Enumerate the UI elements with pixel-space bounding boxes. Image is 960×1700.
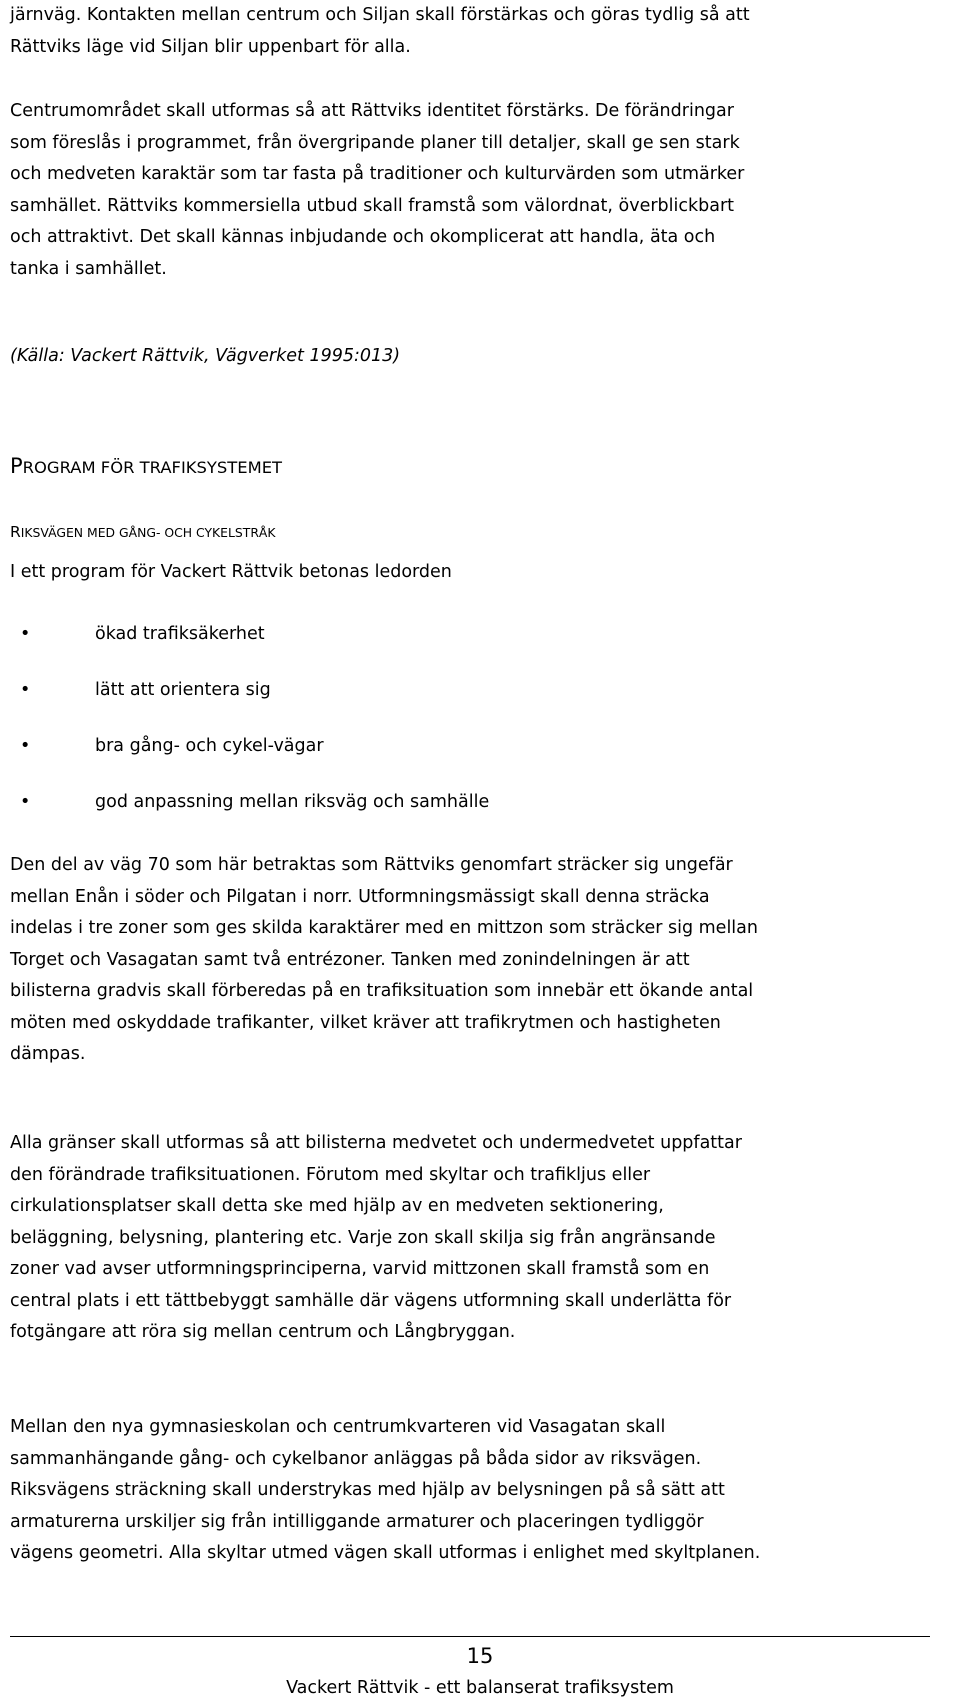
intro-sentence: I ett program för Vackert Rättvik betonas ledorden — [10, 562, 452, 582]
text-line: Riksvägens sträckning skall understrykas med hjälp av belysningen på så sätt att — [10, 1480, 725, 1500]
footer-title: Vackert Rättvik - ett balanserat trafiksystem — [286, 1678, 674, 1698]
paragraph-4 — [10, 1128, 742, 1349]
text-line: möten med oskyddade trafikanter, vilket kräver att trafikrytmen och hastigheten — [10, 1012, 721, 1033]
text-line: Rättviks läge vid Siljan blir uppenbart för alla. — [10, 36, 411, 57]
text-line: Den del av väg 70 som här betraktas som Rättviks genomfart sträcker sig ungefär — [10, 855, 733, 875]
text-line: beläggning, belysning, plantering etc. Varje zon skall skilja sig från angränsande — [10, 1227, 716, 1248]
text-line: mellan Enån i söder och Pilgatan i norr. Utformningsmässigt skall denna sträcka — [10, 886, 710, 907]
text-line: och attraktivt. Det skall kännas inbjudande och okomplicerat att handla, äta och — [10, 227, 716, 247]
heading-rest: ROGRAM FÖR TRAFIKSYSTEMET — [22, 458, 283, 477]
text-line: Alla gränser skall utformas så att bilisterna medvetet och undermedvetet uppfattar — [10, 1133, 742, 1153]
paragraph-2 — [10, 96, 744, 285]
list-item-text: lätt att orientera sig — [95, 680, 271, 700]
text-line: indelas i tre zoner som ges skilda karaktärer med en mittzon som sträcker sig mellan — [10, 918, 758, 938]
paragraph-1 — [10, 0, 750, 63]
text-line: zoner vad avser utformningsprinciperna, varvid mittzonen skall framstå som en — [10, 1259, 710, 1279]
text-line: som föreslås i programmet, från övergripande planer till detaljer, skall ge sen stark — [10, 132, 740, 153]
text-line: och medveten karaktär som tar fasta på traditioner och kulturvärden som utmärker — [10, 164, 745, 184]
bullet-icon: • — [20, 792, 31, 812]
list-item-text: ökad trafiksäkerhet — [95, 624, 265, 644]
text-line: den förändrade trafiksituationen. Förutom med skyltar och trafikljus eller — [10, 1164, 651, 1185]
section-heading — [10, 452, 282, 482]
text-line: tanka i samhället. — [10, 258, 167, 279]
bullet-icon: • — [20, 680, 31, 700]
paragraph-5 — [10, 1412, 760, 1570]
paragraph-3 — [10, 850, 758, 1071]
heading-initial: P — [10, 454, 23, 478]
source-citation: (Källa: Vackert Rättvik, Vägverket 1995:013) — [10, 346, 401, 366]
text-line: järnväg. Kontakten mellan centrum och Siljan skall förstärkas och göras tydlig så att — [10, 5, 750, 25]
bullet-icon: • — [20, 736, 31, 756]
footer-divider — [10, 1636, 930, 1637]
subheading-initial: R — [10, 523, 21, 541]
list-item-text: bra gång- och cykel-vägar — [95, 736, 324, 756]
text-line: Mellan den nya gymnasieskolan och centrumkvarteren vid Vasagatan skall — [10, 1417, 666, 1437]
subheading-rest: IKSVÄGEN MED GÅNG- OCH CYKELSTRÅK — [20, 525, 276, 540]
bullet-icon: • — [20, 624, 31, 644]
text-line: Centrumområdet skall utformas så att Rättviks identitet förstärks. De förändringar — [10, 101, 734, 121]
page-number: 15 — [466, 1644, 494, 1668]
text-line: armaturerna urskiljer sig från intilliggande armaturer och placeringen tydliggör — [10, 1511, 704, 1532]
text-line: bilisterna gradvis skall förberedas på en trafiksituation som innebär ett ökande antal — [10, 981, 754, 1001]
text-line: Torget och Vasagatan samt två entrézoner. Tanken med zonindelningen är att — [10, 949, 690, 970]
subsection-heading — [10, 521, 276, 544]
text-line: vägens geometri. Alla skyltar utmed vägen skall utformas i enlighet med skyltplanen. — [10, 1543, 761, 1563]
document-page — [10, 0, 950, 1700]
list-item-text: god anpassning mellan riksväg och samhälle — [95, 792, 490, 812]
text-line: dämpas. — [10, 1044, 86, 1064]
text-line: cirkulationsplatser skall detta ske med hjälp av en medveten sektionering, — [10, 1196, 664, 1216]
text-line: samhället. Rättviks kommersiella utbud skall framstå som välordnat, överblickbart — [10, 195, 735, 216]
text-line: sammanhängande gång- och cykelbanor anläggas på båda sidor av riksvägen. — [10, 1448, 702, 1469]
text-line: central plats i ett tättbebyggt samhälle där vägens utformning skall underlätta för — [10, 1290, 732, 1311]
text-line: fotgängare att röra sig mellan centrum och Långbryggan. — [10, 1322, 516, 1342]
